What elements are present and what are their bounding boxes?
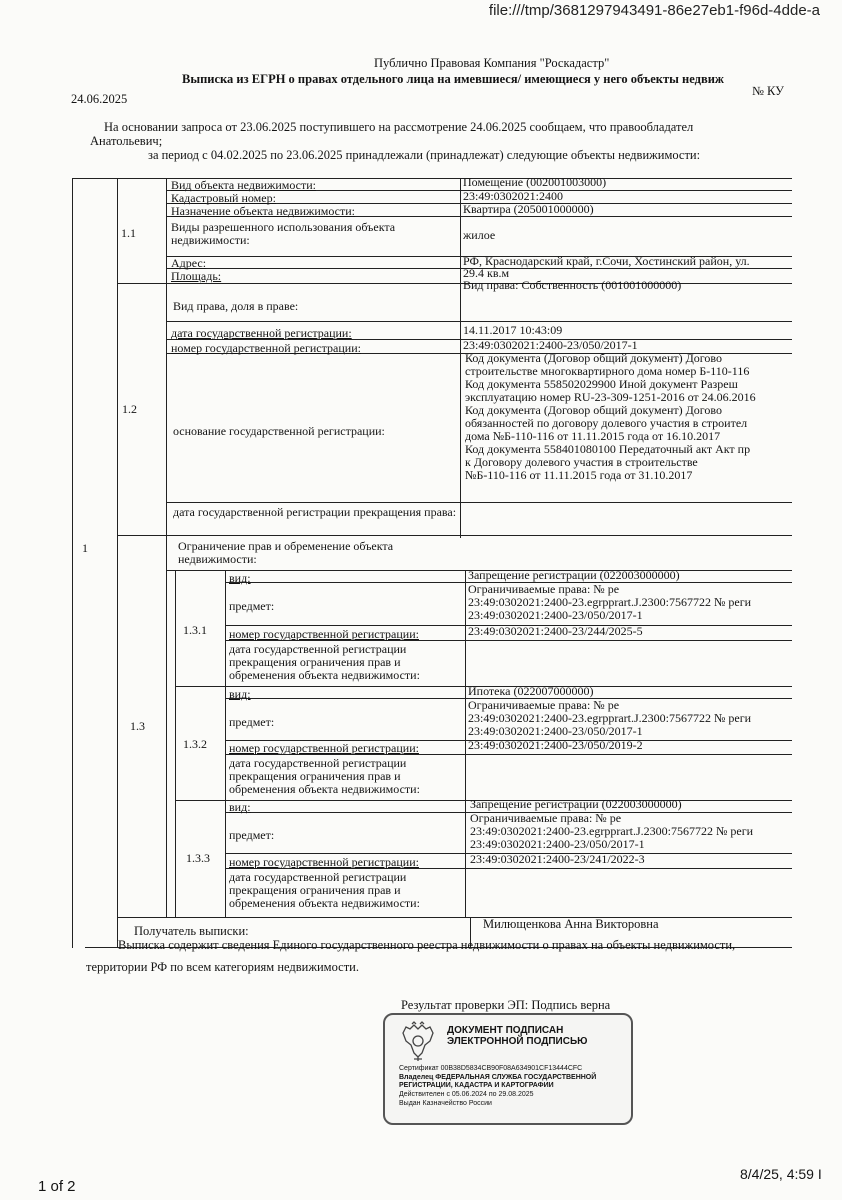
subject-value xyxy=(468,583,790,622)
intro-line-1: На основании запроса от 23.06.2025 поступившего на рассмотрение 24.06.2025 сообщаем, что правообладател xyxy=(104,120,694,134)
recipient-value: Милющенкова Анна Викторовна xyxy=(483,918,659,931)
right-type-label: Вид права, доля в праве: xyxy=(173,300,299,313)
encumbrance-end-label: дата государственной регистрации прекращения ограничения прав и обременения объекта недвижимости: xyxy=(229,757,420,796)
subject-line: 23:49:0302021:2400-23.egrpprart.J.2300:7567722 № реги xyxy=(468,595,752,609)
permitted-use-label: Виды разрешенного использования объекта недвижимости: xyxy=(171,221,396,247)
reg-number-value: 23:49:0302021:2400-23/050/2017-1 xyxy=(463,339,638,352)
subject-label: предмет: xyxy=(229,600,275,613)
item-number-1-3-3: 1.3.3 xyxy=(186,852,210,865)
stamp-title xyxy=(447,1025,587,1047)
signature-check-result: Результат проверки ЭП: Подпись верна xyxy=(401,998,611,1012)
stamp-title-line: ЭЛЕКТРОННОЙ ПОДПИСЬЮ xyxy=(447,1036,588,1047)
intro-line-3: за период с 04.02.2025 по 23.06.2025 принадлежали (принадлежат) следующие объекты недвижимости: xyxy=(148,148,701,162)
area-label: Площадь: xyxy=(171,270,222,283)
footer-line-2: территории РФ по всем категориям недвижимости. xyxy=(86,960,359,974)
encumbrance-reg-number-label: номер государственной регистрации: xyxy=(229,856,419,869)
basis-line: Код документа 558502029900 Иной документ Разреш xyxy=(465,377,738,391)
certificate-issuer: Выдан Казначейство России xyxy=(399,1100,492,1107)
certificate-owner-line-1: Владелец ФЕДЕРАЛЬНАЯ СЛУЖБА ГОСУДАРСТВЕННОЙ xyxy=(399,1074,597,1081)
section-number-1-2: 1.2 xyxy=(122,403,137,416)
subject-line: 23:49:0302021:2400-23.egrpprart.J.2300:7567722 № реги xyxy=(468,711,752,725)
row-number: 1 xyxy=(82,542,88,555)
purpose-value: Квартира (205001000000) xyxy=(463,203,594,216)
subject-line: 23:49:0302021:2400-23/050/2017-1 xyxy=(470,837,645,851)
subject-line: 23:49:0302021:2400-23.egrpprart.J.2300:7567722 № реги xyxy=(470,824,754,838)
basis-line: обязанностей по договору долевого участия в строител xyxy=(465,416,748,430)
cadastral-number-label: Кадастровый номер: xyxy=(171,192,276,205)
purpose-label: Назначение объекта недвижимости: xyxy=(171,205,355,218)
print-timestamp: 8/4/25, 4:59 I xyxy=(740,1166,822,1182)
basis-line: №Б-110-116 от 11.11.2015 года от 31.10.2017 xyxy=(465,468,693,482)
section-number-1-1: 1.1 xyxy=(121,227,136,240)
right-type-value: Вид права: Собственность (001001000000) xyxy=(463,279,682,292)
encumbrance-end-label: дата государственной регистрации прекращения ограничения прав и обременения объекта недвижимости: xyxy=(229,871,420,910)
permitted-use-value: жилое xyxy=(463,229,496,242)
encumbrance-reg-number-value: 23:49:0302021:2400-23/241/2022-3 xyxy=(470,853,645,866)
certificate-owner-line-2: РЕГИСТРАЦИИ, КАДАСТРА И КАРТОГРАФИИ xyxy=(399,1082,554,1089)
org-name: Публично Правовая Компания "Роскадастр" xyxy=(374,56,610,70)
object-type-label: Вид объекта недвижимости: xyxy=(171,179,316,192)
intro-line-2: Анатольевич; xyxy=(90,134,163,148)
reg-date-label: дата государственной регистрации: xyxy=(171,327,352,340)
basis-line: Код документа 558401080100 Передаточный акт Акт пр xyxy=(465,442,751,456)
document-number: № КУ xyxy=(752,84,784,98)
end-reg-date-label: дата государственной регистрации прекращения права: xyxy=(173,506,457,519)
recipient-label: Получатель выписки: xyxy=(134,925,249,938)
subject-line: 23:49:0302021:2400-23/050/2017-1 xyxy=(468,724,643,738)
certificate-validity: Действителен с 05.06.2024 по 29.08.2025 xyxy=(399,1091,534,1098)
vid-value: Ипотека (022007000000) xyxy=(468,685,594,698)
vid-label: вид: xyxy=(229,688,251,701)
e-signature-stamp xyxy=(383,1013,633,1125)
vid-value: Запрещение регистрации (022003000000) xyxy=(468,569,680,582)
basis-line: Код документа (Договор общий документ) Догово xyxy=(465,403,722,417)
object-type-value: Помещение (002001003000) xyxy=(463,176,607,189)
document-title: Выписка из ЕГРН о правах отдельного лица на имевшиеся/ имеющиеся у него объекты недвиж xyxy=(182,72,724,86)
subject-line: Ограничиваемые права: № ре xyxy=(468,583,620,596)
address-label: Адрес: xyxy=(171,257,207,270)
basis-value xyxy=(465,352,791,482)
vid-label: вид: xyxy=(229,572,251,585)
file-url: file:///tmp/3681297943491-86e27eb1-f96d-4dde-a xyxy=(488,2,820,19)
document-date: 24.06.2025 xyxy=(71,92,128,106)
basis-line: эксплуатацию номер RU-23-309-1251-2016 от 24.06.2016 xyxy=(465,390,756,404)
item-number-1-3-2: 1.3.2 xyxy=(183,738,207,751)
subject-line: 23:49:0302021:2400-23/050/2017-1 xyxy=(468,608,643,622)
subject-value xyxy=(470,812,790,851)
area-value: 29.4 кв.м xyxy=(463,267,510,280)
basis-line: Код документа (Договор общий документ) Догово xyxy=(465,352,722,365)
subject-value xyxy=(468,699,790,738)
subject-label: предмет: xyxy=(229,829,275,842)
subject-line: Ограничиваемые права: № ре xyxy=(468,699,620,712)
coat-of-arms-icon xyxy=(397,1021,439,1063)
section-number-1-3: 1.3 xyxy=(130,720,145,733)
encumbrance-reg-number-label: номер государственной регистрации: xyxy=(229,628,419,641)
subject-line: Ограничиваемые права: № ре xyxy=(470,812,622,825)
reg-date-value: 14.11.2017 10:43:09 xyxy=(463,324,563,337)
stamp-title-line: ДОКУМЕНТ ПОДПИСАН xyxy=(447,1025,564,1036)
basis-line: дома №Б-110-116 от 11.11.2015 года от 16.10.2017 xyxy=(465,429,721,443)
footer-line-1: Выписка содержит сведения Единого государственного реестра недвижимости о правах на объекты недвижимости, xyxy=(118,938,736,952)
cadastral-number-value: 23:49:0302021:2400 xyxy=(463,190,564,203)
subject-label: предмет: xyxy=(229,716,275,729)
item-number-1-3-1: 1.3.1 xyxy=(183,624,207,637)
address-value: РФ, Краснодарский край, г.Сочи, Хостинский район, ул. xyxy=(463,255,750,268)
page-counter: 1 of 2 xyxy=(38,1178,76,1195)
encumbrance-reg-number-label: номер государственной регистрации: xyxy=(229,742,419,755)
basis-label: основание государственной регистрации: xyxy=(173,425,385,438)
reg-number-label: номер государственной регистрации: xyxy=(171,342,361,355)
encumbrance-reg-number-value: 23:49:0302021:2400-23/244/2025-5 xyxy=(468,625,643,638)
encumbrance-end-label: дата государственной регистрации прекращения ограничения прав и обременения объекта недвижимости: xyxy=(229,643,420,682)
encumbrance-reg-number-value: 23:49:0302021:2400-23/050/2019-2 xyxy=(468,739,643,752)
vid-value: Запрещение регистрации (022003000000) xyxy=(470,798,682,811)
basis-line: к Договору долевого участия в строительстве xyxy=(465,455,698,469)
basis-line: строительстве многоквартирного дома номер Б-110-116 xyxy=(465,364,750,378)
encumbrance-header: Ограничение прав и обременение объекта недвижимости: xyxy=(178,540,394,566)
certificate-number: Сертификат 00B38D5834CB90F08A634901CF13444CFC xyxy=(399,1065,583,1072)
vid-label: вид: xyxy=(229,801,251,814)
